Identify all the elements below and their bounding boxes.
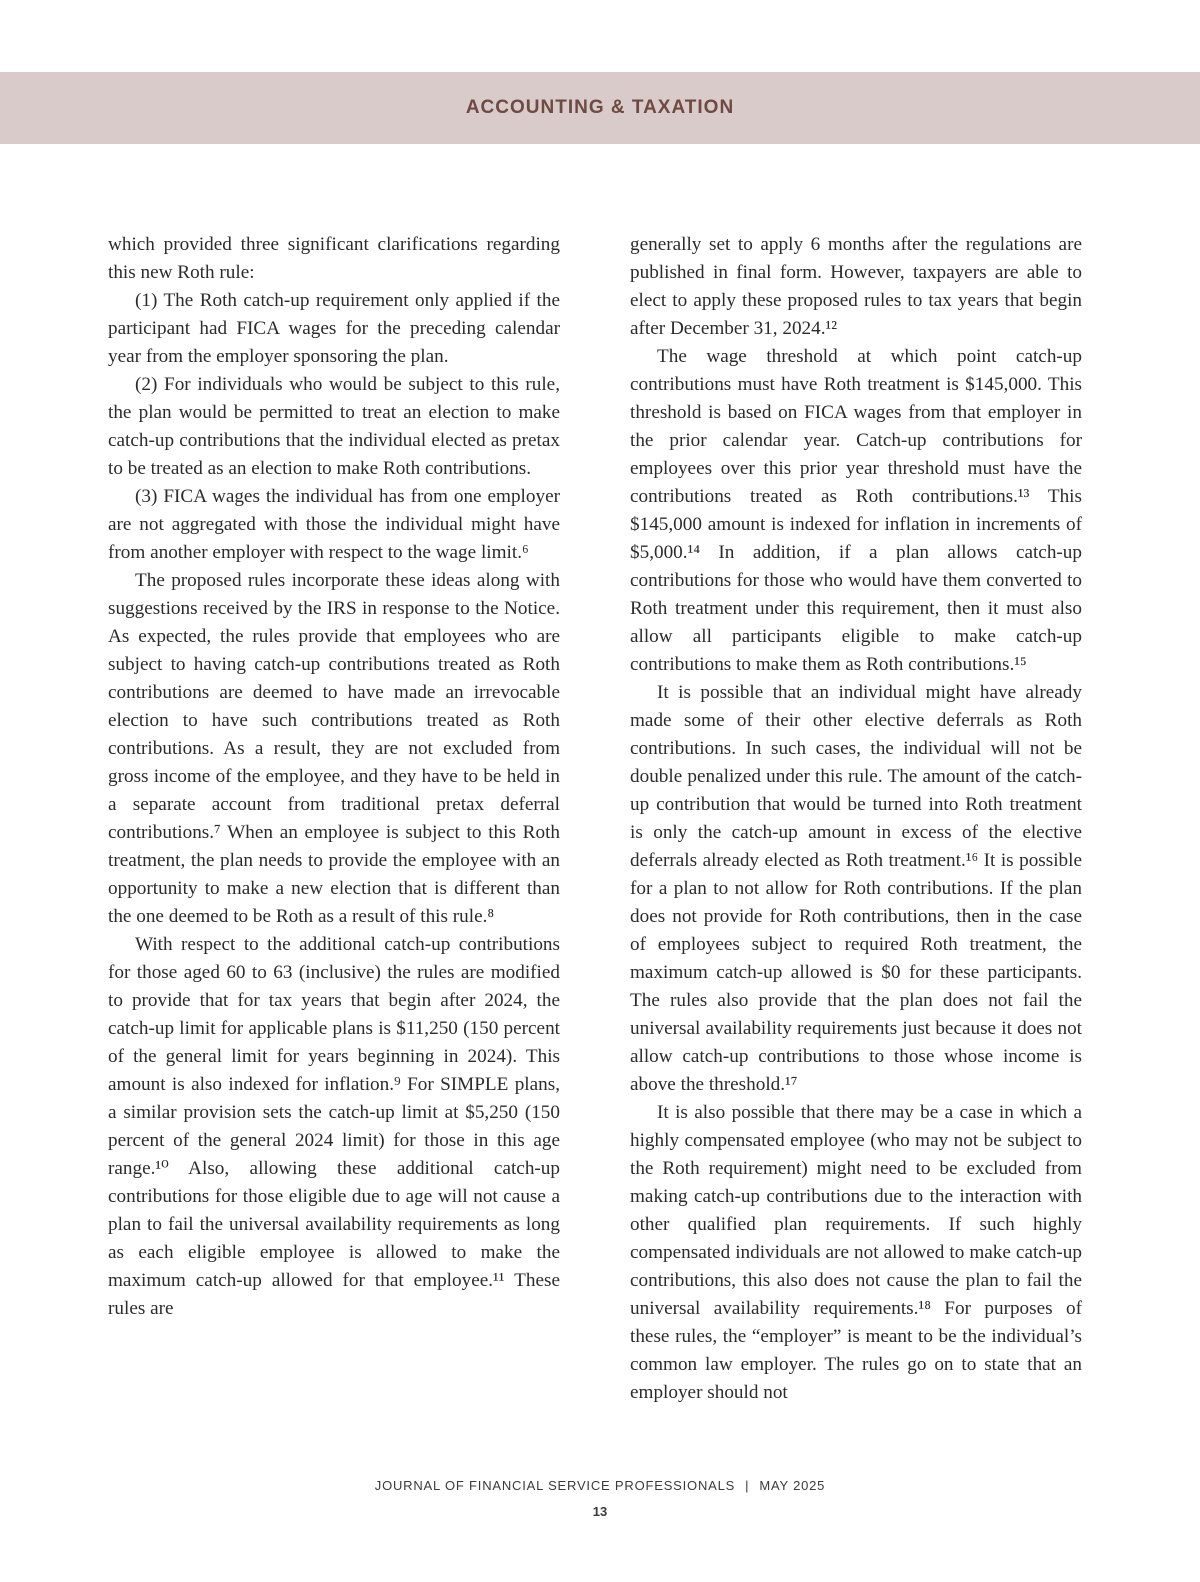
- left-column: [108, 231, 560, 1323]
- issue-date: MAY 2025: [759, 1478, 826, 1493]
- section-header-band: [0, 72, 1200, 144]
- page-number: 13: [592, 1504, 608, 1519]
- paragraph: (1) The Roth catch-up requirement only applied if the participant had FICA wages for the preceding calendar year from the employer sponsoring the plan.: [108, 290, 560, 367]
- right-column: [630, 231, 1082, 1407]
- paragraph: With respect to the additional catch-up contributions for those aged 60 to 63 (inclusive) the rules are modified to provide that for tax years that begin after 2024, the catch-up limit for applicable plans is $11,250 (150 percent of the general limit for years beginning in 2024). This amount is also indexed for inflation.⁹ For SIMPLE plans, a similar provision sets the catch-up limit at $5,250 (150 percent of the general 2024 limit) for those in this age range.¹⁰ Also, allowing these additional catch-up contributions for those eligible due to age will not cause a plan to fail the universal availability requirements as long as each eligible employee is allowed to make the maximum catch-up allowed for that employee.¹¹ These rules are: [108, 934, 560, 1319]
- footer-journal-line: [0, 1478, 1200, 1493]
- section-title: ACCOUNTING & TAXATION: [465, 97, 735, 118]
- paragraph: (3) FICA wages the individual has from one employer are not aggregated with those the individual might have from another employer with respect to the wage limit.⁶: [108, 486, 560, 563]
- paragraph: It is possible that an individual might have already made some of their other elective deferrals as Roth contributions. In such cases, the individual will not be double penalized under this rule. The amount of the catch-up contribution that would be turned into Roth treatment is only the catch-up amount in excess of the elective deferrals already elected as Roth treatment.¹⁶ It is possible for a plan to not allow for Roth contributions. If the plan does not provide for Roth contributions, then in the case of employees subject to required Roth treatment, the maximum catch-up allowed is $0 for these participants. The rules also provide that the plan does not fail the universal availability requirements just because it does not allow catch-up contributions to those whose income is above the threshold.¹⁷: [630, 682, 1082, 1095]
- paragraph: The wage threshold at which point catch-up contributions must have Roth treatment is $145,000. This threshold is based on FICA wages from that employer in the prior calendar year. Catch-up contributions for employees over this prior year threshold must have the contributions treated as Roth contributions.¹³ This $145,000 amount is indexed for inflation in increments of $5,000.¹⁴ In addition, if a plan allows catch-up contributions for those who would have them converted to Roth treatment under this requirement, then it must also allow all participants eligible to make catch-up contributions to make them as Roth contributions.¹⁵: [630, 346, 1082, 675]
- footer-separator: |: [745, 1478, 750, 1493]
- paragraph: The proposed rules incorporate these ideas along with suggestions received by the IRS in response to the Notice. As expected, the rules provide that employees who are subject to having catch-up contributions treated as Roth contributions are deemed to have made an irrevocable election to have such contributions treated as Roth contributions. As a result, they are not excluded from gross income of the employee, and they have to be held in a separate account from traditional pretax deferral contributions.⁷ When an employee is subject to this Roth treatment, the plan needs to provide the employee with an opportunity to make a new election that is different than the one deemed to be Roth as a result of this rule.⁸: [108, 570, 560, 927]
- paragraph: generally set to apply 6 months after the regulations are published in final form. However, taxpayers are able to elect to apply these proposed rules to tax years that begin after December 31, 2024.¹²: [630, 234, 1082, 339]
- paragraph: (2) For individuals who would be subject to this rule, the plan would be permitted to treat an election to make catch-up contributions that the individual elected as pretax to be treated as an election to make Roth contributions.: [108, 374, 560, 479]
- journal-name: JOURNAL OF FINANCIAL SERVICE PROFESSIONALS: [374, 1478, 736, 1493]
- paragraph: It is also possible that there may be a case in which a highly compensated employee (who may not be subject to the Roth requirement) might need to be excluded from making catch-up contributions due to the interaction with other qualified plan requirements. If such highly compensated individuals are not allowed to make catch-up contributions, this also does not cause the plan to fail the universal availability requirements.¹⁸ For purposes of these rules, the “employer” is meant to be the individual’s common law employer. The rules go on to state that an employer should not: [630, 1102, 1082, 1403]
- paragraph: which provided three significant clarifications regarding this new Roth rule:: [108, 234, 560, 283]
